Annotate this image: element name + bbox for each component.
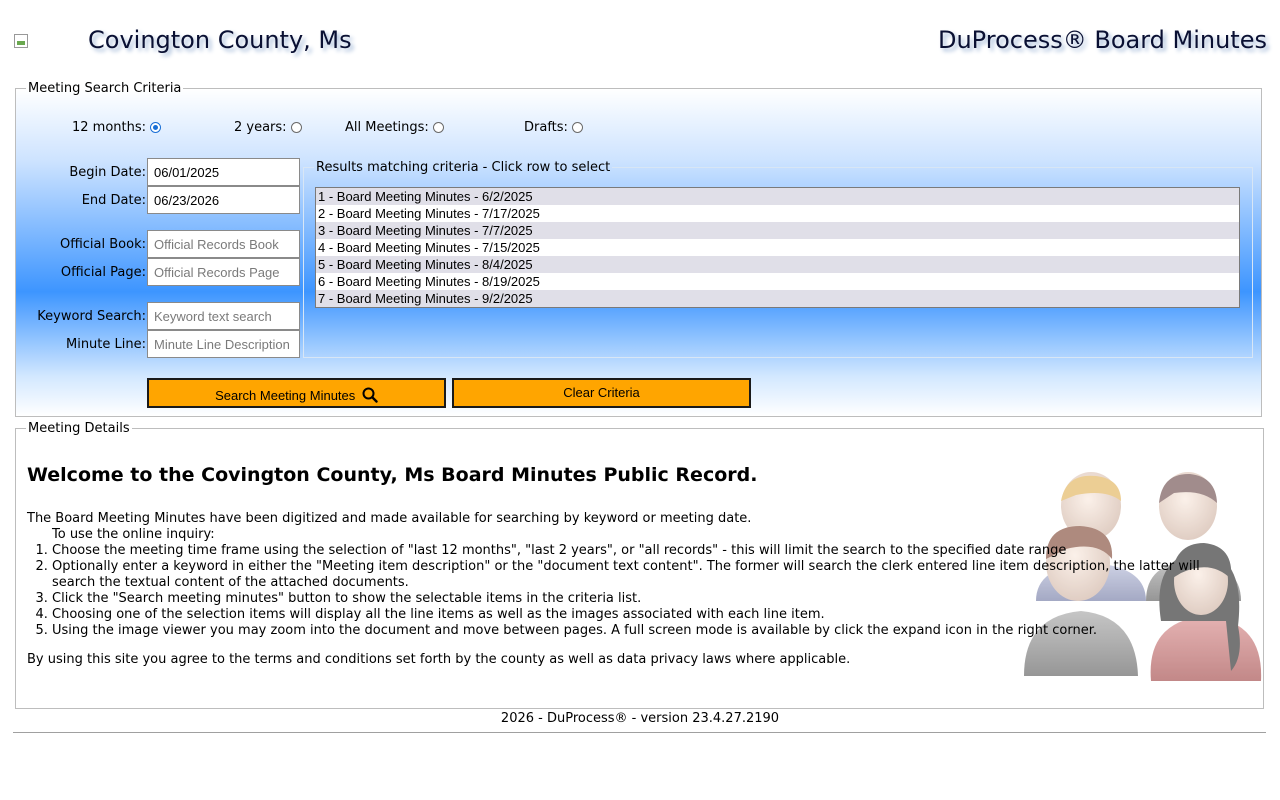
result-row[interactable]: 5 - Board Meeting Minutes - 8/4/2025 [316, 256, 1239, 273]
search-meeting-minutes-button[interactable] [147, 378, 446, 408]
instruction-step: 2. Optionally enter a keyword in either the "Meeting item description" or the "document text content". The former will search the clerk entered line item description, the latter will search the textual content of the attached documents. [52, 559, 1237, 591]
page-header [0, 0, 1280, 80]
official-page-input[interactable] [147, 258, 300, 286]
end-date-label: End Date: [81, 193, 146, 208]
search-criteria-legend: Meeting Search Criteria [28, 81, 182, 96]
timeframe-drafts-radio[interactable] [572, 122, 583, 133]
minute-line-label: Minute Line: [65, 337, 146, 352]
official-book-label: Official Book: [59, 237, 146, 252]
timeframe-all-meetings-label: All Meetings: [345, 120, 429, 135]
result-row[interactable]: 2 - Board Meeting Minutes - 7/17/2025 [316, 205, 1239, 222]
instruction-step: 5. Using the image viewer you may zoom into the document and move between pages. A full screen mode is available by click the expand icon in the right corner. [52, 623, 1237, 639]
keyword-search-label: Keyword Search: [37, 309, 146, 324]
meeting-details-panel [15, 421, 1264, 709]
minute-line-input[interactable] [147, 330, 300, 358]
app-title: DuProcess® Board Minutes [937, 26, 1267, 54]
end-date-input[interactable] [147, 186, 300, 214]
timeframe-drafts-label: Drafts: [524, 120, 568, 135]
timeframe-2-years[interactable] [234, 120, 302, 135]
search-icon [362, 387, 378, 403]
terms-text: By using this site you agree to the terms and conditions set forth by the county as well as data privacy laws where applicable. [27, 652, 851, 667]
search-button-label: Search Meeting Minutes [215, 388, 356, 403]
results-panel [303, 160, 1253, 358]
timeframe-all-meetings[interactable] [345, 120, 444, 135]
result-row[interactable]: 6 - Board Meeting Minutes - 8/19/2025 [316, 273, 1239, 290]
keyword-search-input[interactable] [147, 302, 300, 330]
result-row[interactable]: 1 - Board Meeting Minutes - 6/2/2025 [316, 188, 1239, 205]
result-row[interactable]: 4 - Board Meeting Minutes - 7/15/2025 [316, 239, 1239, 256]
footer-version: 2026 - DuProcess® - version 23.4.27.2190 [500, 711, 780, 726]
timeframe-all-meetings-radio[interactable] [433, 122, 444, 133]
begin-date-input[interactable] [147, 158, 300, 186]
official-page-label: Official Page: [60, 265, 146, 280]
county-logo-image [13, 33, 29, 49]
instruction-step: 1. Choose the meeting time frame using the selection of "last 12 months", "last 2 years", or "all records" - this will limit the search to the specified date range [52, 543, 1237, 559]
timeframe-drafts[interactable] [524, 120, 583, 135]
instruction-steps [27, 543, 1237, 639]
official-book-input[interactable] [147, 230, 300, 258]
footer-divider [13, 732, 1266, 733]
begin-date-label: Begin Date: [69, 165, 146, 180]
timeframe-12-months[interactable] [72, 120, 161, 135]
timeframe-12-months-label: 12 months: [72, 120, 147, 135]
results-legend: Results matching criteria - Click row to select [316, 160, 611, 175]
result-row[interactable]: 3 - Board Meeting Minutes - 7/7/2025 [316, 222, 1239, 239]
results-list[interactable] [315, 187, 1240, 308]
instruction-step: 4. Choosing one of the selection items will display all the line items as well as the images associated with each line item. [52, 607, 1237, 623]
meeting-details-legend: Meeting Details [28, 421, 130, 436]
intro-text: The Board Meeting Minutes have been digitized and made available for searching by keyword or meeting date. [27, 511, 752, 526]
county-title: Covington County, Ms [88, 26, 352, 54]
result-row[interactable]: 7 - Board Meeting Minutes - 9/2/2025 [316, 290, 1239, 307]
timeframe-12-months-radio[interactable] [150, 122, 161, 133]
clear-criteria-button[interactable]: Clear Criteria [452, 378, 751, 408]
instruction-step: 3. Click the "Search meeting minutes" button to show the selectable items in the criteria list. [52, 591, 1237, 607]
timeframe-2-years-label: 2 years: [234, 120, 287, 135]
inquiry-text: To use the online inquiry: [52, 527, 215, 542]
timeframe-2-years-radio[interactable] [291, 122, 302, 133]
welcome-heading: Welcome to the Covington County, Ms Board Minutes Public Record. [27, 464, 758, 486]
meeting-search-criteria-panel [15, 81, 1262, 417]
